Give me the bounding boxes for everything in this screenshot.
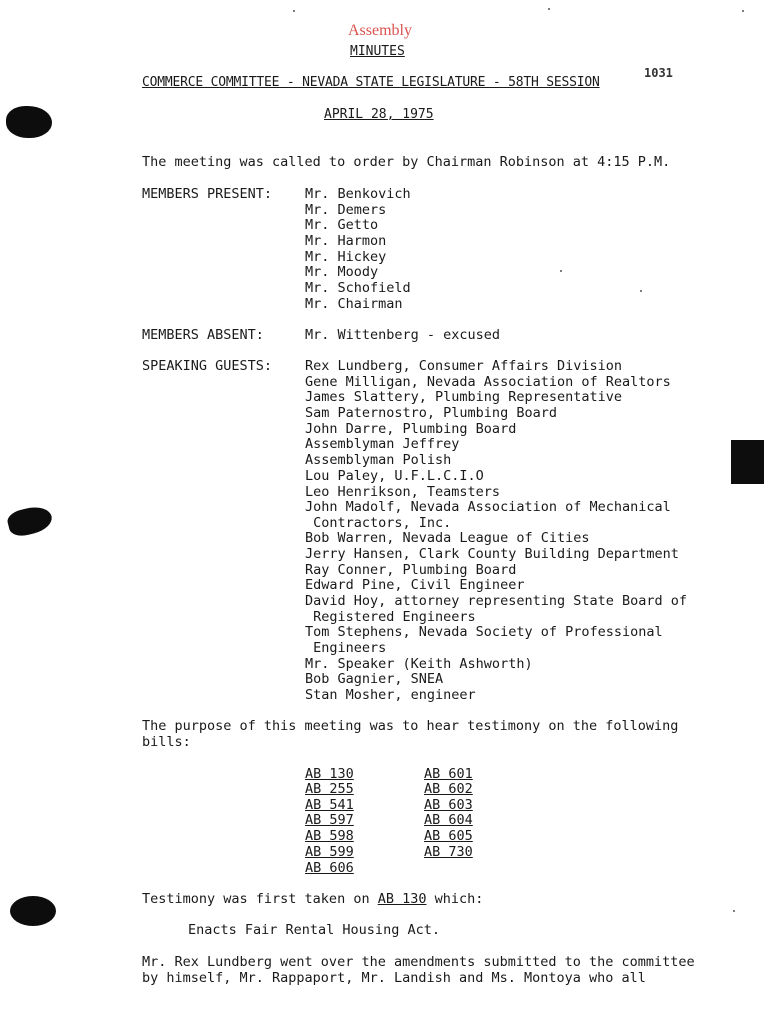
members-absent-label: MEMBERS ABSENT: [142, 327, 264, 343]
bill-link[interactable]: AB 603 [424, 797, 473, 813]
guest-line: Jerry Hansen, Clark County Building Department [305, 546, 679, 562]
guest-line: Registered Engineers [305, 609, 476, 625]
absent-member-name: Mr. Wittenberg - excused [305, 327, 501, 343]
scan-speck [560, 270, 562, 272]
member-name: Mr. Hickey [305, 249, 387, 265]
bill-link[interactable]: AB 597 [305, 812, 354, 828]
member-name: Mr. Harmon [305, 233, 387, 249]
guest-line: John Darre, Plumbing Board [305, 421, 517, 437]
guest-line: Mr. Speaker (Keith Ashworth) [305, 656, 533, 672]
bill-link[interactable]: AB 604 [424, 812, 473, 828]
guest-line: Assemblyman Jeffrey [305, 436, 460, 452]
member-name: Mr. Schofield [305, 280, 411, 296]
page-number: 1031 [644, 66, 673, 80]
scan-speck [640, 290, 642, 292]
member-name: Mr. Benkovich [305, 186, 411, 202]
bill-link[interactable]: AB 605 [424, 828, 473, 844]
meeting-date: APRIL 28, 1975 [324, 107, 434, 122]
guest-line: David Hoy, attorney representing State Board of [305, 593, 688, 609]
bill-description: Enacts Fair Rental Housing Act. [188, 922, 440, 938]
bill-link[interactable]: AB 541 [305, 797, 354, 813]
guest-line: Bob Gagnier, SNEA [305, 671, 444, 687]
bill-link[interactable]: AB 598 [305, 828, 354, 844]
members-present-label: MEMBERS PRESENT: [142, 186, 273, 202]
guest-line: Ray Conner, Plumbing Board [305, 562, 517, 578]
punch-hole-middle [6, 503, 55, 539]
guest-line: Engineers [305, 640, 387, 656]
margin-tab-marker [731, 440, 764, 484]
member-name: Mr. Chairman [305, 296, 403, 312]
minutes-heading: MINUTES [350, 44, 405, 59]
guest-line: Lou Paley, U.F.L.C.I.O [305, 468, 484, 484]
closing-line-2: by himself, Mr. Rappaport, Mr. Landish and Ms. Montoya who all [142, 970, 646, 986]
bill-link[interactable]: AB 130 [305, 766, 354, 782]
closing-line-1: Mr. Rex Lundberg went over the amendments submitted to the committee [142, 954, 695, 970]
guest-line: Leo Henrikson, Teamsters [305, 484, 501, 500]
testimony-suffix: which: [426, 891, 484, 907]
member-name: Mr. Demers [305, 202, 387, 218]
member-name: Mr. Getto [305, 217, 379, 233]
scan-speck [733, 910, 735, 912]
guest-line: Bob Warren, Nevada League of Cities [305, 530, 590, 546]
bill-link[interactable]: AB 730 [424, 844, 473, 860]
guest-line: Contractors, Inc. [305, 515, 452, 531]
committee-heading: COMMERCE COMMITTEE - NEVADA STATE LEGISLATURE - 58TH SESSION [142, 75, 600, 90]
guest-line: Rex Lundberg, Consumer Affairs Division [305, 358, 622, 374]
call-to-order: The meeting was called to order by Chairman Robinson at 4:15 P.M. [142, 154, 671, 170]
guest-line: Tom Stephens, Nevada Society of Professional [305, 624, 663, 640]
bill-link[interactable]: AB 601 [424, 766, 473, 782]
purpose-line-2: bills: [142, 734, 191, 750]
punch-hole-bottom [10, 896, 56, 926]
testimony-prefix: Testimony was first taken on [142, 891, 378, 907]
guest-line: Sam Paternostro, Plumbing Board [305, 405, 557, 421]
bill-link[interactable]: AB 255 [305, 781, 354, 797]
guest-line: Stan Mosher, engineer [305, 687, 476, 703]
scan-speck [293, 10, 295, 12]
bill-link[interactable]: AB 606 [305, 860, 354, 876]
assembly-stamp: Assembly [348, 22, 412, 39]
guest-line: James Slattery, Plumbing Representative [305, 389, 622, 405]
member-name: Mr. Moody [305, 264, 379, 280]
bill-link[interactable]: AB 599 [305, 844, 354, 860]
guest-line: Gene Milligan, Nevada Association of Realtors [305, 374, 671, 390]
scan-speck [742, 10, 744, 12]
purpose-line-1: The purpose of this meeting was to hear testimony on the following [142, 718, 679, 734]
punch-hole-top [6, 106, 52, 138]
speaking-guests-label: SPEAKING GUESTS: [142, 358, 273, 374]
guest-line: Edward Pine, Civil Engineer [305, 577, 525, 593]
testimony-bill[interactable]: AB 130 [377, 891, 427, 907]
guest-line: Assemblyman Polish [305, 452, 452, 468]
testimony-line [142, 891, 483, 907]
scan-speck [548, 8, 550, 10]
bill-link[interactable]: AB 602 [424, 781, 473, 797]
guest-line: John Madolf, Nevada Association of Mechanical [305, 499, 671, 515]
